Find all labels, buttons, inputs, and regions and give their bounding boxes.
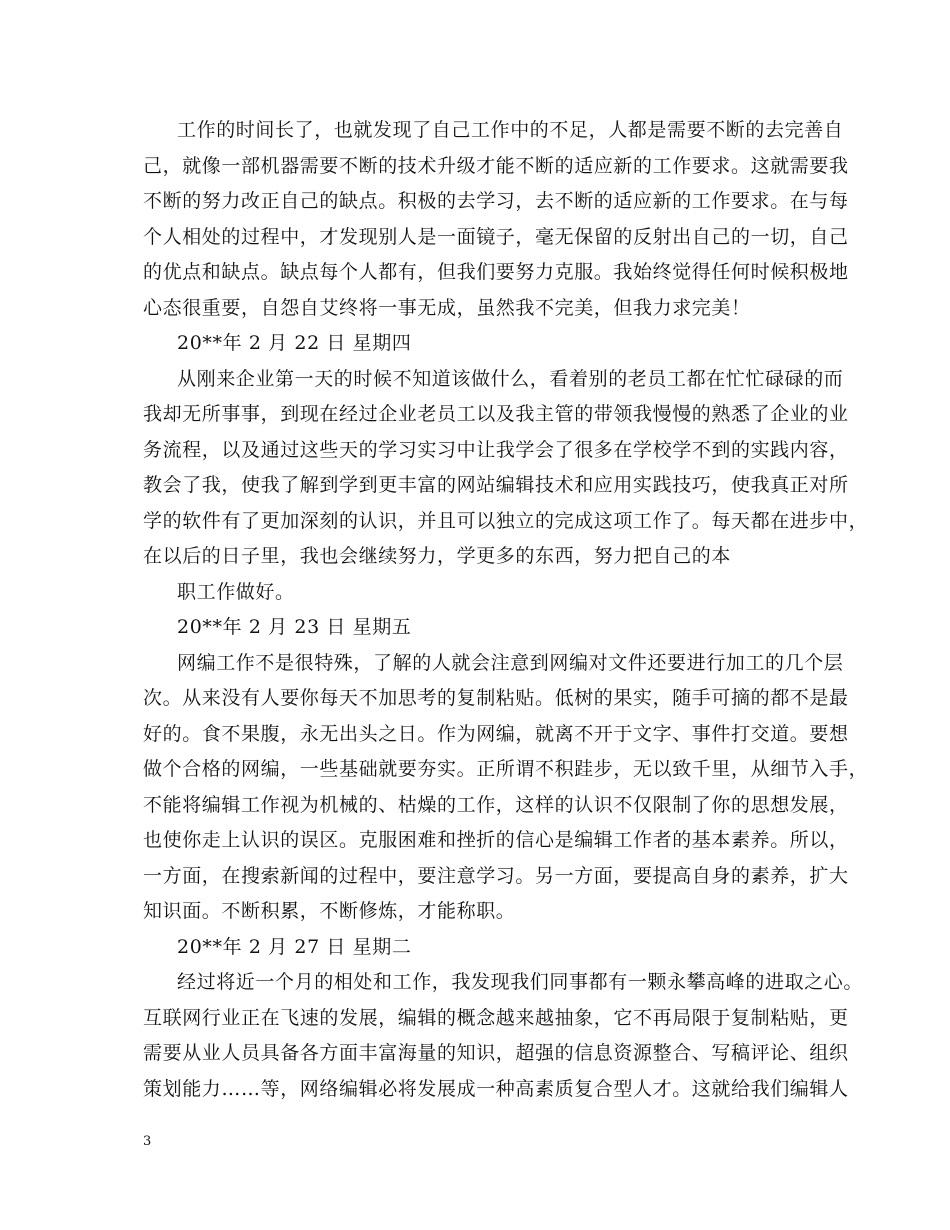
text-line: 不断的努力改正自己的缺点。积极的去学习，去不断的适应新的工作要求。在与每	[143, 190, 849, 212]
text-line: 我却无所事事，到现在经过企业老员工以及我主管的带领我慢慢的熟悉了企业的业	[143, 403, 849, 425]
text-line: 20**年 2 月 27 日 星期二	[177, 935, 412, 958]
text-line: 教会了我，使我了解到学到更丰富的网站编辑技术和应用实践技巧，使我真正对所	[143, 474, 849, 496]
text-line: 知识面。不断积累，不断修炼，才能称职。	[143, 900, 516, 922]
text-line: 从刚来企业第一天的时候不知道该做什么，看着别的老员工都在忙忙碌碌的而	[177, 367, 844, 390]
text-line: 职工作做好。	[177, 580, 295, 603]
text-line: 20**年 2 月 22 日 星期四	[177, 332, 412, 354]
text-line: 次。从来没有人要你每天不加思考的复制粘贴。低树的果实，随手可摘的都不是最	[143, 687, 849, 709]
text-line: 需要从业人员具备各方面丰富海量的知识，超强的信息资源整合、写稿评论、组织	[143, 1042, 849, 1064]
text-line: 己，就像一部机器需要不断的技术升级才能不断的适应新的工作要求。这就需要我	[143, 154, 849, 177]
text-line: 学的软件有了更加深刻的认识，并且可以独立的完成这项工作了。每天都在进步中，	[143, 509, 869, 532]
text-line: 务流程，以及通过这些天的学习实习中让我学会了很多在学校学不到的实践内容，	[143, 438, 849, 461]
text-line: 网编工作不是很特殊，了解的人就会注意到网编对文件还要进行加工的几个层	[177, 651, 844, 674]
text-line: 在以后的日子里，我也会继续努力，学更多的东西，努力把自己的本	[143, 545, 732, 567]
text-line: 一方面，在搜索新闻的过程中，要注意学习。另一方面，要提高自身的素养，扩大	[143, 864, 849, 887]
text-line: 互联网行业正在飞速的发展，编辑的概念越来越抽象，它不再局限于复制粘贴，更	[143, 1006, 849, 1029]
text-line: 心态很重要，自怨自艾终将一事无成，虽然我不完美，但我力求完美！	[143, 296, 751, 319]
text-line: 经过将近一个月的相处和工作，我发现我们同事都有一颗永攀高峰的进取之心。	[177, 971, 864, 993]
text-line: 个人相处的过程中，才发现别人是一面镜子，毫无保留的反射出自己的一切，自己	[143, 225, 849, 248]
text-line: 策划能力……等，网络编辑必将发展成一种高素质复合型人才。这就给我们编辑人	[143, 1077, 849, 1100]
text-line: 的优点和缺点。缺点每个人都有，但我们要努力克服。我始终觉得任何时候积极地	[143, 261, 849, 283]
text-line: 好的。食不果腹，永无出头之日。作为网编，就离不开于文字、事件打交道。要想	[143, 722, 849, 745]
text-line: 20**年 2 月 23 日 星期五	[177, 616, 412, 638]
text-line: 不能将编辑工作视为机械的、枯燥的工作，这样的认识不仅限制了你的思想发展，	[143, 793, 849, 816]
text-line: 工作的时间长了，也就发现了自己工作中的不足，人都是需要不断的去完善自	[177, 119, 844, 141]
page-number: 3	[143, 1134, 152, 1149]
text-line: 也使你走上认识的误区。克服困难和挫折的信心是编辑工作者的基本素养。所以，	[143, 829, 849, 851]
text-line: 做个合格的网编，一些基础就要夯实。正所谓不积跬步，无以致千里，从细节入手，	[143, 758, 869, 780]
